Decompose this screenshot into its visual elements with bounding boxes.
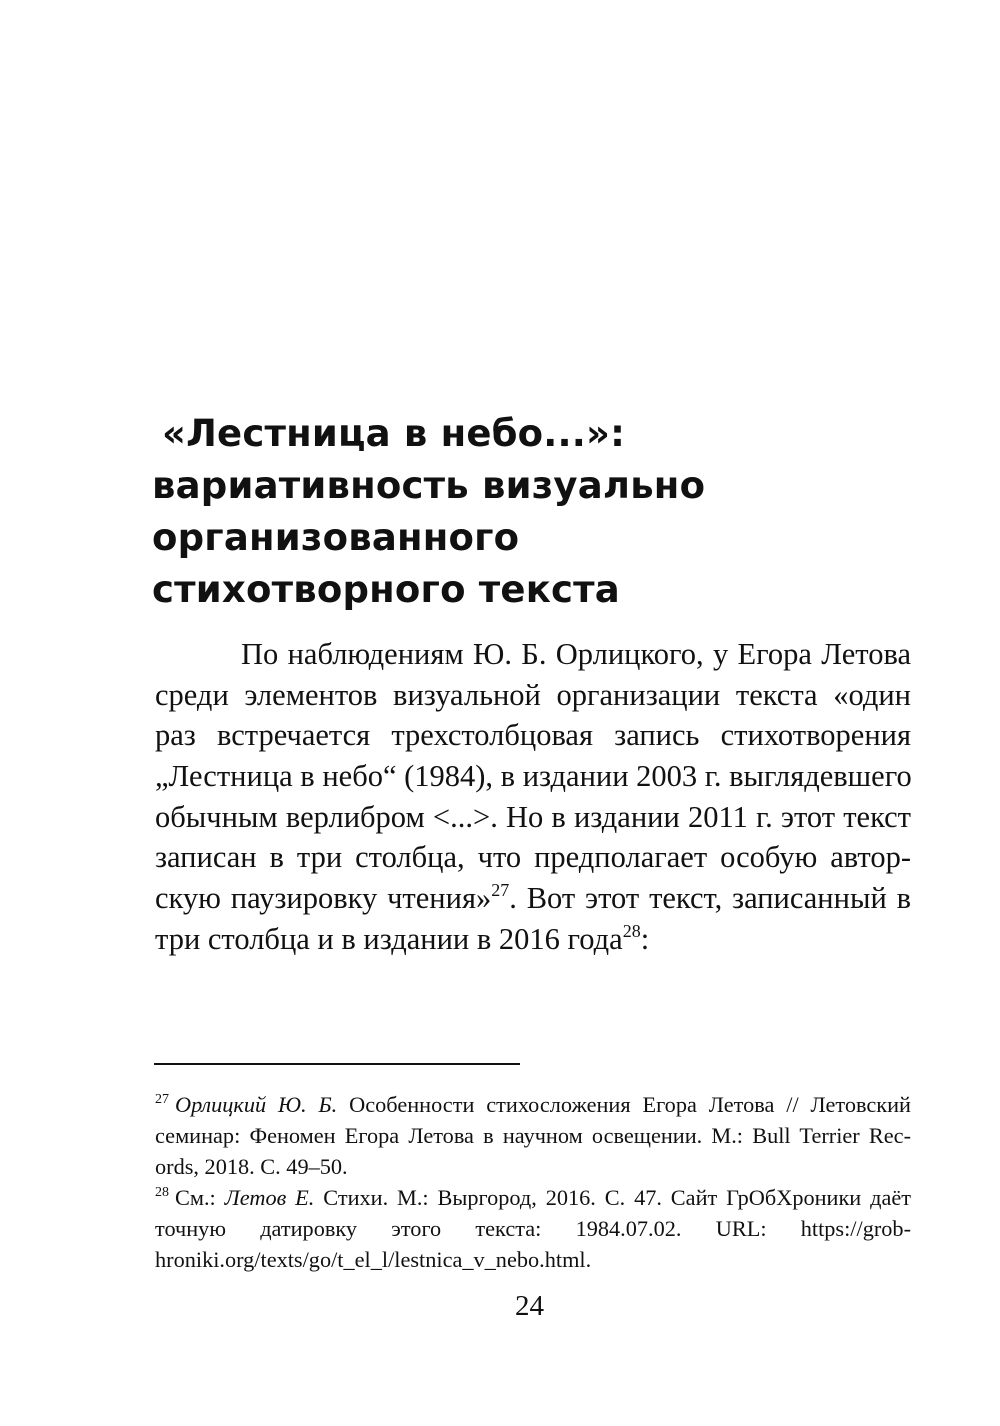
body-line-3: раз встречается трехстолбцовая запись стихотворения xyxy=(155,718,911,753)
footnote-27-line-2: семинар: Феномен Егора Летова в научном освещении. М.: Bull Terrier Rec- xyxy=(155,1123,911,1148)
page-number: 24 xyxy=(515,1290,544,1322)
heading-line-1: «Лестница в небо...»: xyxy=(162,412,626,455)
footnote-28-line-1 xyxy=(155,1182,911,1213)
footnote-divider xyxy=(154,1063,520,1065)
footnote-ref-28[interactable]: 28 xyxy=(622,920,641,941)
body-line-6: записан в три столбца, что предполагает особую автор- xyxy=(155,840,911,875)
footnote-28-number: 28 xyxy=(155,1185,169,1200)
footnote-27-author: Орлицкий Ю. Б. xyxy=(175,1092,338,1117)
heading-line-2: вариативность визуально xyxy=(152,464,706,507)
body-line-2: среди элементов визуальной организации текста «один xyxy=(155,677,911,712)
footnote-27-number: 27 xyxy=(155,1092,169,1107)
footnote-ref-27[interactable]: 27 xyxy=(491,880,510,901)
footnote-28-text: Стихи. М.: Выргород, 2016. С. 47. Сайт ГрОбХроники даёт xyxy=(323,1185,912,1210)
footnotes xyxy=(155,1089,911,1275)
heading-line-3: организованного xyxy=(152,516,520,559)
body-paragraph xyxy=(155,634,911,960)
heading-line-4: стихотворного текста xyxy=(152,568,620,611)
body-line-4: „Лестница в небо“ (1984), в издании 2003 г. выглядевшего xyxy=(155,759,912,794)
body-line-1: По наблюдениям Ю. Б. Орлицкого, у Егора Летова xyxy=(241,637,911,671)
body-line-8-start: три столбца и в издании в 2016 года xyxy=(155,921,623,956)
body-line-7-start: скую паузировку чтения» xyxy=(155,881,492,916)
footnote-28-line-2: точную датировку этого текста: 1984.07.02. URL: https://grob- xyxy=(155,1216,911,1241)
footnote-28-line-3[interactable]: hroniki.org/texts/go/t_el_l/lestnica_v_nebo.html. xyxy=(155,1247,592,1272)
body-line-7-end: . Вот этот текст, записанный в xyxy=(509,881,911,916)
footnote-28-author: Летов Е. xyxy=(224,1185,315,1210)
body-line-8 xyxy=(155,919,911,960)
footnote-28-prefix: См.: xyxy=(175,1185,216,1210)
footnote-27-text: Особенности стихосложения Егора Летова // Летовский xyxy=(349,1092,911,1117)
body-line-8-end: : xyxy=(640,921,650,956)
footnote-27-line-1 xyxy=(155,1089,911,1120)
footnote-27-line-3: ords, 2018. С. 49–50. xyxy=(155,1154,348,1179)
body-line-7 xyxy=(155,878,911,919)
chapter-heading xyxy=(152,408,912,616)
body-line-5: обычным верлибром <...>. Но в издании 2011 г. этот текст xyxy=(155,799,911,834)
